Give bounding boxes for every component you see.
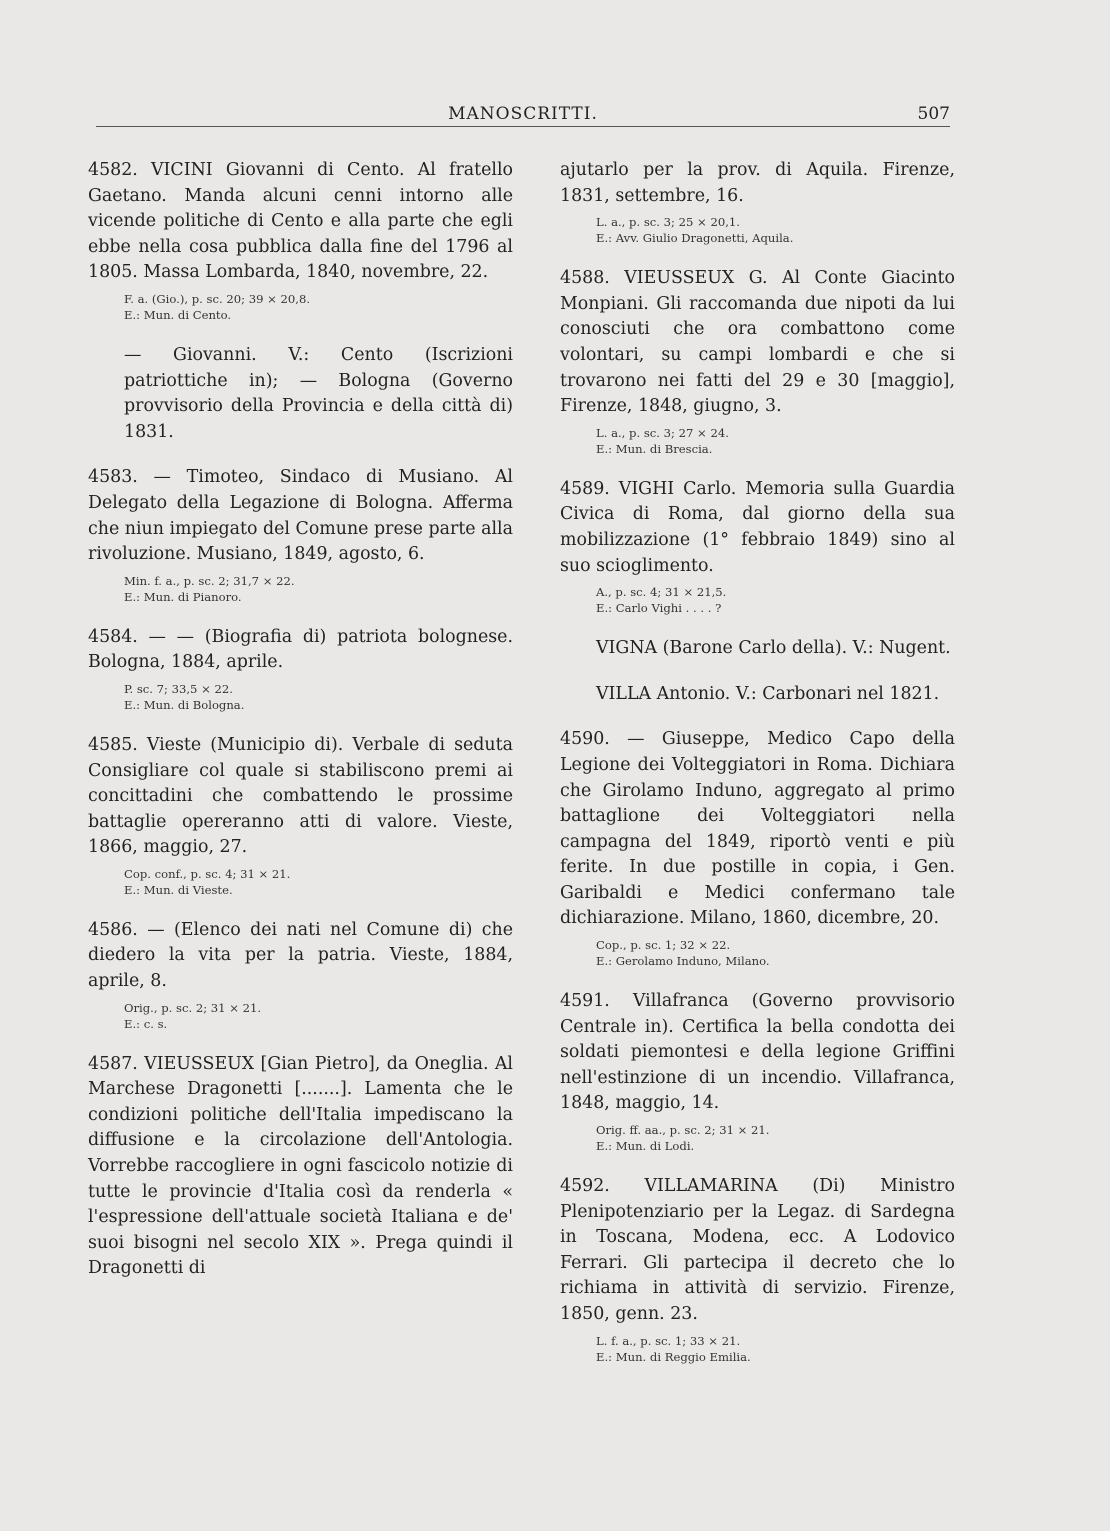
entry-text: 4591. Villafranca (Governo provvisorio Centrale in). Certifica la bella condotta dei soldati piemontesi e della legione Griffini nell'estinzione di un incendio. Villafranca, 1848, maggio, 14.: [560, 991, 955, 1114]
entry-text: 4585. Vieste (Municipio di). Verbale di seduta Consigliare col quale si stabiliscono premi ai concittadini che combattendo le prossime battaglie opereranno atti di valore. Vieste, 1866, maggio, 27.: [88, 734, 513, 858]
right-column: [560, 158, 955, 1385]
page-number: 507: [917, 104, 950, 124]
left-column: [88, 158, 513, 1302]
entry-4591: [560, 989, 955, 1154]
entry-owner: E.: Mun. di Lodi.: [596, 1139, 695, 1154]
entry-text: 4588. VIEUSSEUX G. Al Conte Giacinto Monpiani. Gli raccomanda due nipoti da lui conosciuti che ora combattono come volontari, su campi lombardi e che si trovarono nei fatti del 29 e 30 [maggio], Firenze, 1848, giugno, 3.: [560, 268, 955, 417]
entry-4589: [560, 477, 955, 616]
cross-reference-giovanni: [88, 343, 513, 445]
entry-text: 4584. — — (Biografia di) patriota bolognese. Bologna, 1884, aprile.: [88, 626, 513, 673]
entry-owner: E.: Avv. Giulio Dragonetti, Aquila.: [596, 231, 794, 246]
entry-owner: E.: Mun. di Reggio Emilia.: [596, 1349, 751, 1364]
page-title: MANOSCRITTI.: [448, 104, 598, 124]
entry-text: ajutarlo per la prov. di Aquila. Firenze, 1831, settembre, 16.: [560, 160, 955, 206]
entry-4585: [88, 733, 513, 898]
entry-4587-continued: [560, 158, 955, 246]
entry-text: 4589. VIGHI Carlo. Memoria sulla Guardia Civica di Roma, dal giorno della sua mobilizzazione (1° febbraio 1849) sino al suo scioglimento.: [560, 478, 955, 576]
entry-physical: L. f. a., p. sc. 1; 33 × 21.: [596, 1333, 741, 1348]
running-head: [96, 104, 950, 127]
cross-reference-vigna: [560, 636, 955, 662]
entry-physical: F. a. (Gio.), p. sc. 20; 39 × 20,8.: [124, 291, 311, 306]
entry-4582: [88, 158, 513, 323]
cross-reference-villa: [560, 682, 955, 708]
entry-physical: Cop. conf., p. sc. 4; 31 × 21.: [124, 866, 291, 881]
entry-text: VIGNA (Barone Carlo della). V.: Nugent.: [596, 638, 951, 659]
entry-owner: E.: c. s.: [124, 1016, 168, 1031]
entry-text: 4590. — Giuseppe, Medico Capo della Legione dei Volteggiatori in Roma. Dichiara che Girolamo Induno, aggregato al primo battaglione dei Volteggiatori nella campagna del 1849, riportò venti e più ferite. In due postille in copia, i Gen. Garibaldi e Medici confermano tale dichiarazione. Milano, 1860, dicembre, 20.: [560, 729, 955, 929]
entry-physical: Orig., p. sc. 2; 31 × 21.: [124, 1000, 262, 1015]
entry-4592: [560, 1174, 955, 1365]
entry-physical: Orig. ff. aa., p. sc. 2; 31 × 21.: [596, 1123, 770, 1138]
entry-physical: A., p. sc. 4; 31 × 21,5.: [596, 585, 727, 600]
entry-text: — Giovanni. V.: Cento (Iscrizioni patriottiche in); — Bologna (Governo provvisorio della Provincia e della città di) 1831.: [124, 344, 513, 442]
entry-4588: [560, 266, 955, 457]
entry-4583: [88, 465, 513, 604]
entry-text: 4592. VILLAMARINA (Di) Ministro Plenipotenziario per la Legaz. di Sardegna in Toscana, Modena, ecc. A Lodovico Ferrari. Gli partecipa il decreto che lo richiama in attività di servizio. Firenze, 1850, genn. 23.: [560, 1176, 955, 1324]
entry-owner: E.: Gerolamo Induno, Milano.: [596, 954, 770, 969]
entry-physical: Cop., p. sc. 1; 32 × 22.: [596, 938, 731, 953]
entry-4584: [88, 625, 513, 713]
entry-owner: E.: Mun. di Bologna.: [124, 697, 245, 712]
entry-text: 4583. — Timoteo, Sindaco di Musiano. Al Delegato della Legazione di Bologna. Afferma che niun impiegato del Comune prese parte alla rivoluzione. Musiano, 1849, agosto, 6.: [88, 467, 513, 565]
entry-text: 4586. — (Elenco dei nati nel Comune di) che diedero la vita per la patria. Vieste, 1884, aprile, 8.: [88, 919, 513, 992]
entry-physical: P. sc. 7; 33,5 × 22.: [124, 681, 233, 696]
entry-physical: Min. f. a., p. sc. 2; 31,7 × 22.: [124, 573, 295, 588]
entry-owner: E.: Mun. di Vieste.: [124, 882, 233, 897]
entry-4590: [560, 727, 955, 969]
entry-owner: E.: Carlo Vighi . . . . ?: [596, 601, 722, 616]
entry-owner: E.: Mun. di Cento.: [124, 307, 232, 322]
entry-physical: L. a., p. sc. 3; 27 × 24.: [596, 425, 729, 440]
entry-text: 4582. VICINI Giovanni di Cento. Al fratello Gaetano. Manda alcuni cenni intorno alle vicende politiche di Cento e alla parte che egli ebbe nella cosa pubblica dalla fine del 1796 al 1805. Massa Lombarda, 1840, novembre, 22.: [88, 160, 513, 283]
entry-physical: L. a., p. sc. 3; 25 × 20,1.: [596, 215, 740, 230]
entry-owner: E.: Mun. di Brescia.: [596, 441, 713, 456]
entry-text: VILLA Antonio. V.: Carbonari nel 1821.: [596, 683, 940, 704]
entry-4586: [88, 918, 513, 1032]
entry-text: 4587. VIEUSSEUX [Gian Pietro], da Oneglia. Al Marchese Dragonetti [.......]. Lamenta che le condizioni politiche dell'Italia impediscano la diffusione e la circolazione dell'Antologia. Vorrebbe raccogliere in ogni fascicolo notizie di tutte le provincie d'Italia così da renderla « l'espressione dell'attuale società Italiana e de' suoi bisogni nel secolo XIX ». Prega quindi il Dragonetti di: [88, 1053, 513, 1279]
entry-owner: E.: Mun. di Pianoro.: [124, 589, 242, 604]
entry-4587: [88, 1052, 513, 1282]
